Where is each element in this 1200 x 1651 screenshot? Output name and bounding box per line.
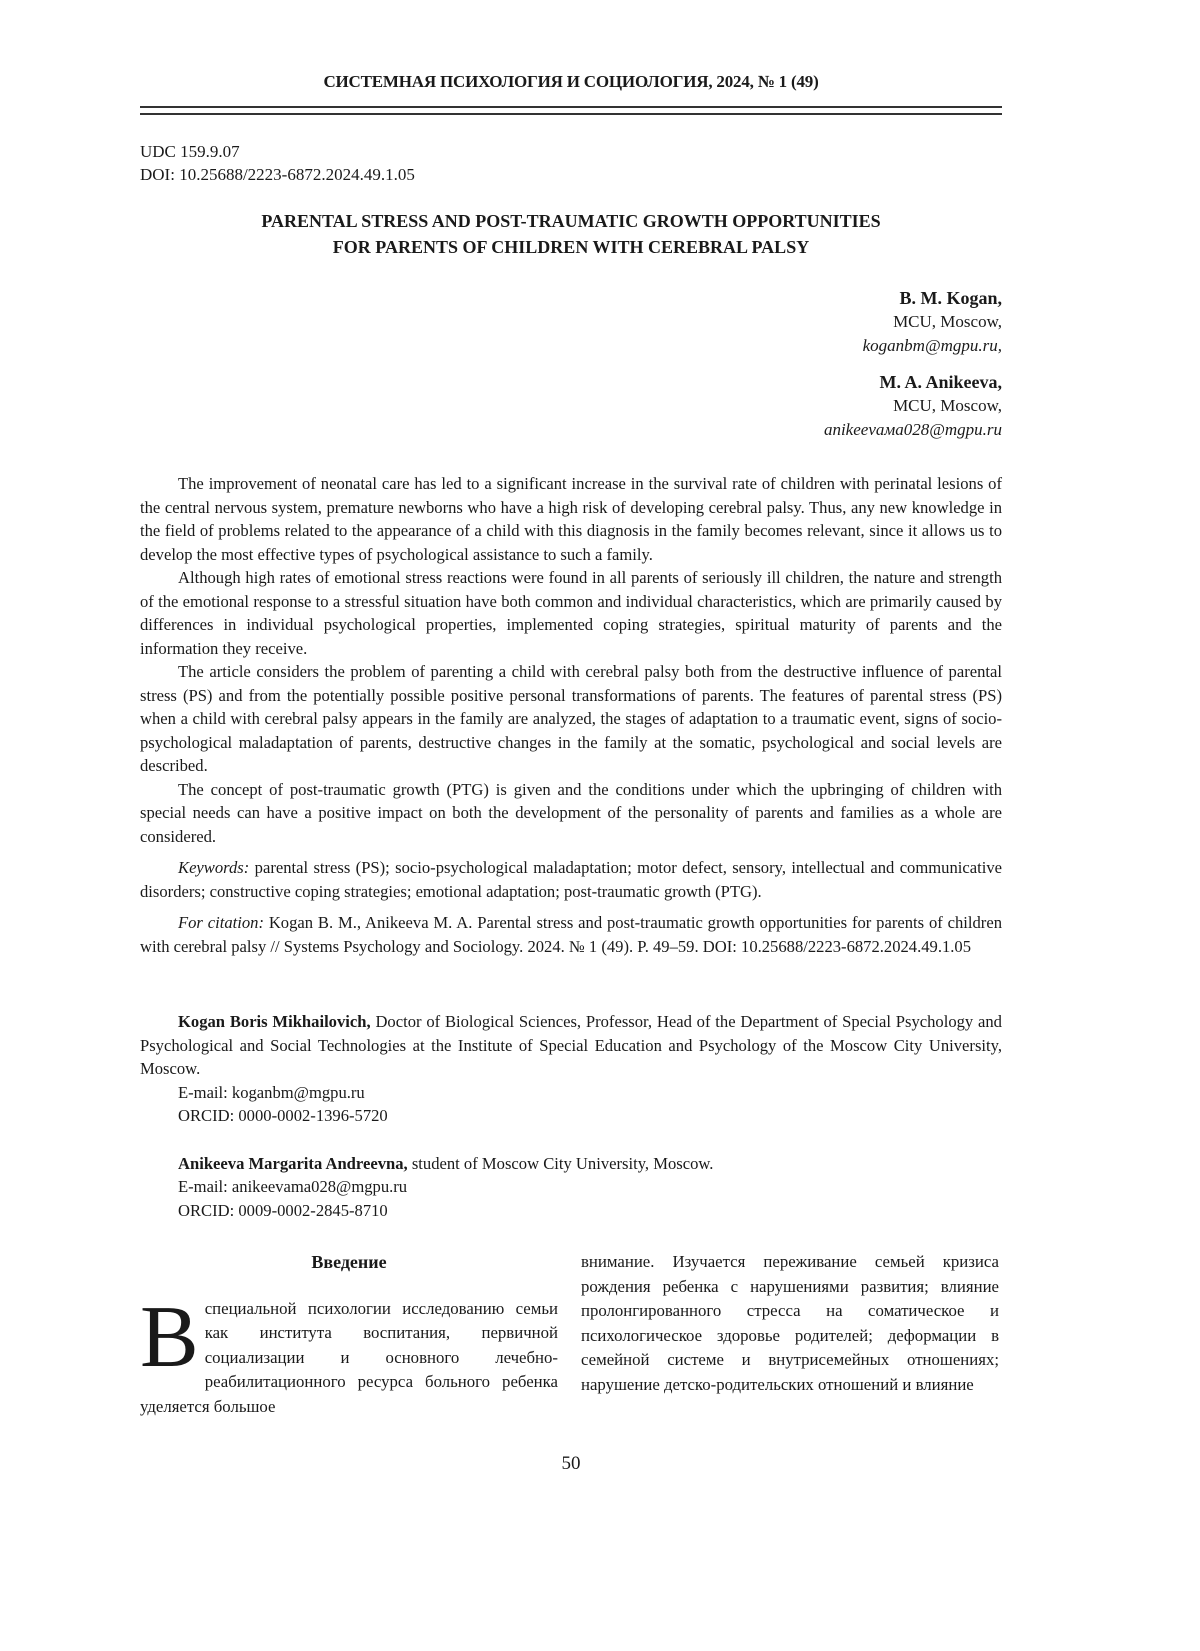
- title-line: FOR PARENTS OF CHILDREN WITH CEREBRAL PALSY: [140, 234, 1002, 260]
- author-orcid[interactable]: ORCID: 0009-0002-2845-8710: [140, 1199, 1002, 1223]
- keywords-text: parental stress (PS); socio-psychological maladaptation; motor defect, sensory, intellectual and communicative disorders; constructive coping strategies; emotional adaptation; post-traumatic growth (PTG).: [140, 858, 1002, 901]
- author-full-name: Kogan Boris Mikhailovich,: [178, 1012, 371, 1031]
- abstract: [140, 472, 1002, 958]
- citation-text: Kogan B. M., Anikeeva M. A. Parental stress and post-traumatic growth opportunities for parents of children with cerebral palsy // Systems Psychology and Sociology. 2024. № 1 (49). P. 49–59. DOI: 10.25688/2223-6872.2024.49.1.05: [140, 913, 1002, 956]
- keywords: [140, 856, 1002, 903]
- keywords-label: Keywords:: [178, 858, 249, 877]
- abstract-paragraph: Although high rates of emotional stress reactions were found in all parents of seriously ill children, the nature and strength of the emotional response to a stressful situation have both common and individual characteristics, which are primarily caused by differences in individual psychological properties, implemented coping strategies, spiritual maturity of parents and the information they receive.: [140, 566, 1002, 660]
- udc: UDC 159.9.07: [140, 140, 415, 163]
- drop-cap: В: [140, 1303, 199, 1373]
- abstract-paragraph: The improvement of neonatal care has led to a significant increase in the survival rate of children with perinatal lesions of the central nervous system, premature newborns who have a high risk of developing cerebral palsy. Thus, any new knowledge in the field of problems related to the appearance of a child with this diagnosis in the family becomes relevant, since it allows us to develop the most effective types of psychological assistance to such a family.: [140, 472, 1002, 566]
- citation: [140, 911, 1002, 958]
- author-orcid[interactable]: ORCID: 0000-0002-1396-5720: [140, 1104, 1002, 1128]
- article-meta: [140, 140, 415, 186]
- author-name: B. M. Kogan,: [824, 286, 1002, 310]
- body-paragraph: внимание. Изучается переживание семьей кризиса рождения ребенка с нарушениями развития; влияние пролонгированного стресса на соматическое и психологическое здоровье родителей; деформации в семейной системе и внутрисемейных отношениях; нарушение детско-родительских отношений и влияние: [581, 1250, 999, 1397]
- author-block: [824, 286, 1002, 442]
- citation-label: For citation:: [178, 913, 264, 932]
- body-text: специальной психологии исследо­ванию семьи как института воспи­тания, первичной социализации и основного лечебно-реабилитационного ре­сурса больного ребенка уделяется большое: [140, 1299, 558, 1416]
- author-email[interactable]: E-mail: anikeevama028@mgpu.ru: [140, 1175, 1002, 1199]
- author-email[interactable]: koganbm@mgpu.ru,: [824, 334, 1002, 358]
- author-email[interactable]: E-mail: koganbm@mgpu.ru: [140, 1081, 1002, 1105]
- author-info-entry: [140, 1010, 1002, 1081]
- title-line: PARENTAL STRESS AND POST-TRAUMATIC GROWTH OPPORTUNITIES: [140, 208, 1002, 234]
- doi: DOI: 10.25688/2223-6872.2024.49.1.05: [140, 163, 415, 186]
- section-heading: Введение: [140, 1250, 558, 1275]
- body-paragraph: [140, 1297, 558, 1420]
- article-title: [140, 208, 1002, 260]
- running-head: СИСТЕМНАЯ ПСИХОЛОГИЯ И СОЦИОЛОГИЯ, 2024, № 1 (49): [140, 72, 1002, 92]
- right-column: [581, 1250, 999, 1397]
- author-info: [140, 1010, 1002, 1222]
- page-number: 50: [140, 1453, 1002, 1475]
- author-description: Doctor of Biological Sciences, Professor, Head of the Department of Special Psychology and Psychological and Social Technologies at the Institute of Special Education and Psychology of the Moscow City University, Moscow.: [140, 1012, 1002, 1078]
- abstract-paragraph: The article considers the problem of parenting a child with cerebral palsy both from the destructive influen­ce of parental stress (PS) and from the potentially possible positive personal transformations of parents. The fea­tures of parental stress (PS) when a child with cerebral palsy appears in the family are analyzed, the stages of adaptation to a traumatic event, signs of socio-psychological maladaptation of parents, destructive changes in the family at the somatic, psychological and social levels are described.: [140, 660, 1002, 778]
- author-description: student of Moscow City University, Moscow.: [412, 1154, 714, 1173]
- author-name: M. A. Anikeeva,: [824, 370, 1002, 394]
- author-info-entry: [140, 1152, 1002, 1176]
- left-column: [140, 1250, 558, 1419]
- author-affiliation: MCU, Moscow,: [824, 394, 1002, 418]
- abstract-paragraph: The concept of post-traumatic growth (PTG) is given and the conditions under which the upbringing of children with special needs can have a positive impact on both the development of the personality of parents and families as a whole are considered.: [140, 778, 1002, 849]
- author-full-name: Anikeeva Margarita Andreevna,: [178, 1154, 408, 1173]
- header-double-rule: [140, 106, 1002, 115]
- author-email[interactable]: anikeevaма028@mgpu.ru: [824, 418, 1002, 442]
- author-affiliation: MCU, Moscow,: [824, 310, 1002, 334]
